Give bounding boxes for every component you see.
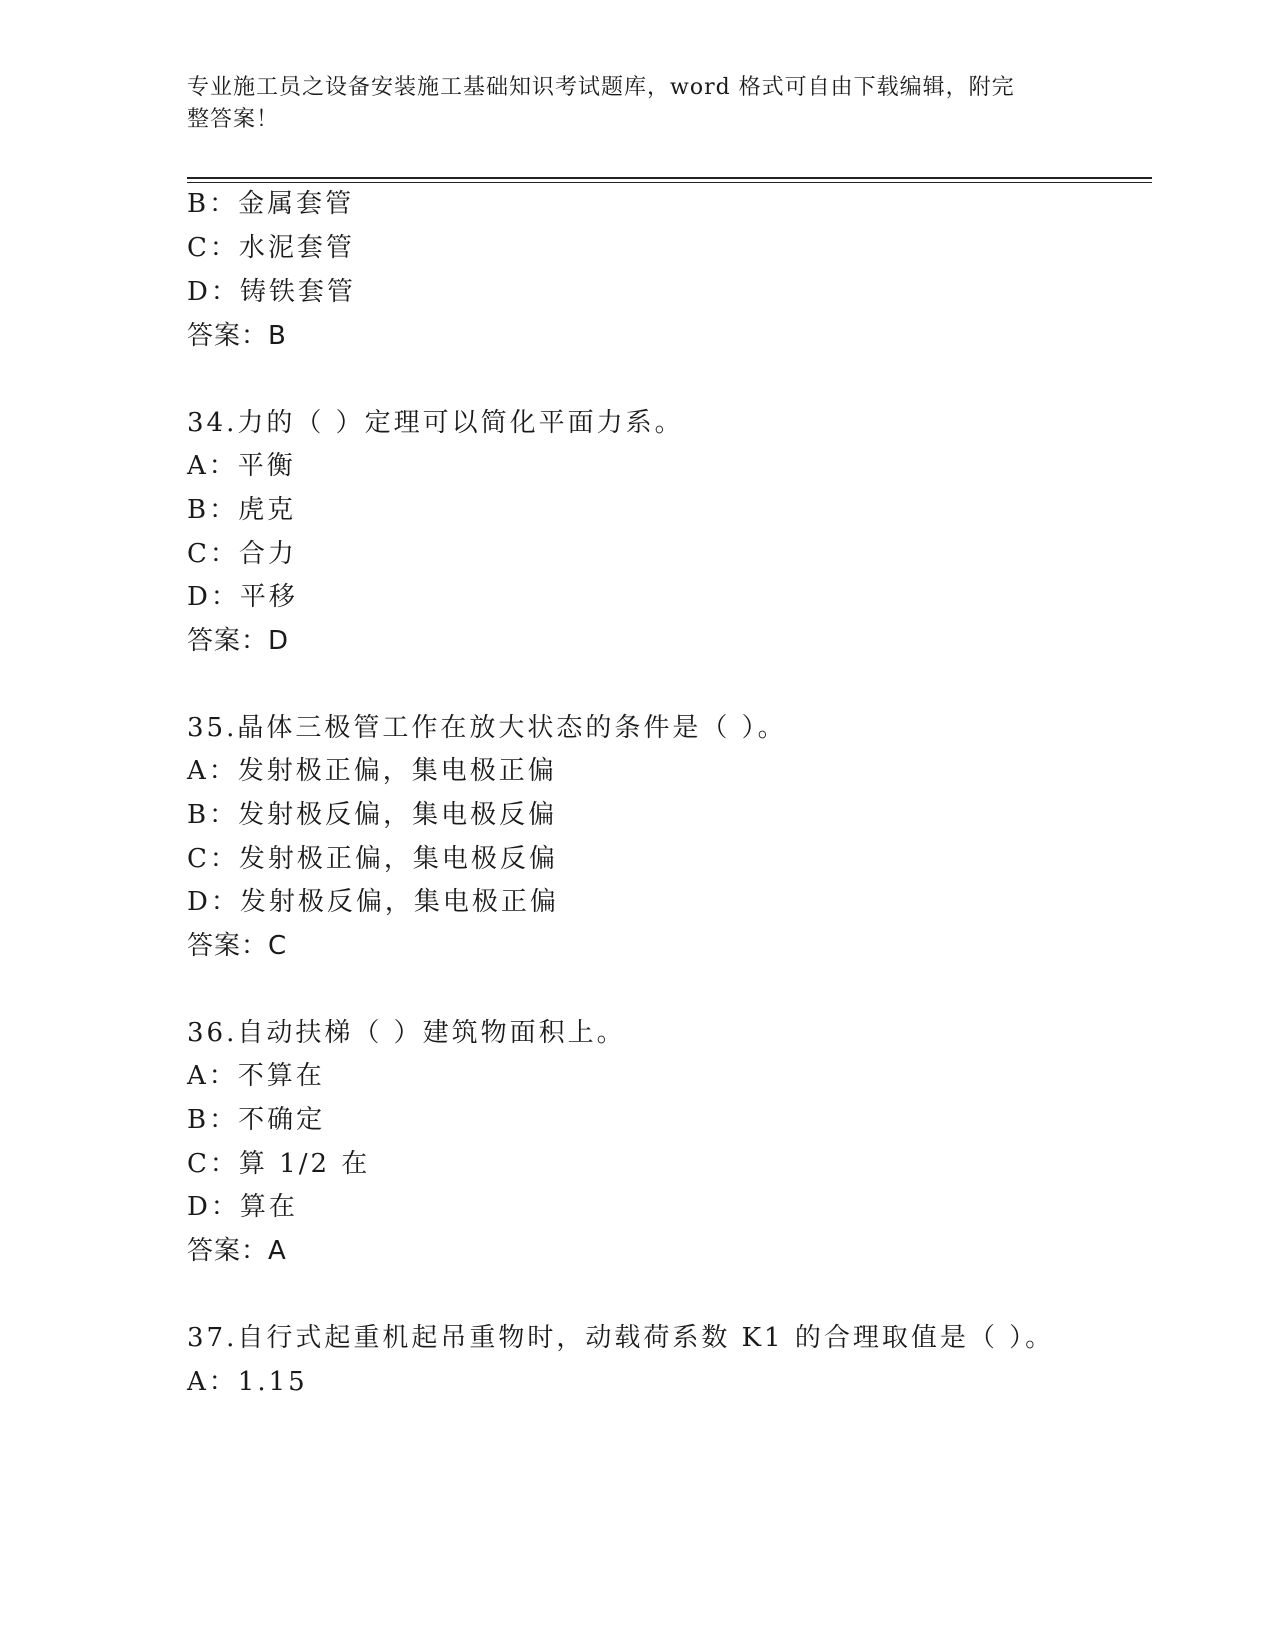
prev-option-d: D：铸铁套管 <box>187 277 356 307</box>
q36-option-c: C：算 1/2 在 <box>187 1149 371 1179</box>
q35-option-c: C：发射极正偏，集电极反偏 <box>187 844 558 874</box>
q36-question: 36.自动扶梯（ ）建筑物面积上。 <box>187 1018 626 1048</box>
q35-answer: 答案：C <box>187 931 288 961</box>
q35-option-a: A：发射极正偏，集电极正偏 <box>187 756 557 786</box>
document-header <box>187 72 1067 136</box>
prev-answer: 答案：B <box>187 321 287 351</box>
q35-option-d: D：发射极反偏，集电极正偏 <box>187 887 559 917</box>
q35-question: 35.晶体三极管工作在放大状态的条件是（ ）。 <box>187 713 787 743</box>
q34-option-b: B：虎克 <box>187 495 297 525</box>
q36-answer: 答案：A <box>187 1236 287 1266</box>
q37-option-a: A：1.15 <box>187 1367 308 1397</box>
q34-answer: 答案：D <box>187 626 290 656</box>
q36-option-a: A：不算在 <box>187 1061 325 1091</box>
q34-option-d: D：平移 <box>187 582 298 612</box>
q35-option-b: B：发射极反偏，集电极反偏 <box>187 800 558 830</box>
header-line-2: 整答案！ <box>187 107 280 132</box>
q36-option-b: B：不确定 <box>187 1105 326 1135</box>
q34-option-c: C：合力 <box>187 539 297 569</box>
q36-option-d: D：算在 <box>187 1192 298 1222</box>
q34-option-a: A：平衡 <box>187 451 296 481</box>
header-line-1: 专业施工员之设备安装施工基础知识考试题库，word 格式可自由下载编辑，附完 <box>187 75 1015 100</box>
prev-option-c: C：水泥套管 <box>187 233 355 263</box>
q37-question: 37.自行式起重机起吊重物时，动载荷系数 K1 的合理取值是（ ）。 <box>187 1323 1055 1353</box>
header-rule-thick <box>187 177 1152 179</box>
prev-option-b: B：金属套管 <box>187 189 355 219</box>
header-rule-thin <box>187 182 1152 183</box>
q34-question: 34.力的（ ）定理可以简化平面力系。 <box>187 408 684 438</box>
